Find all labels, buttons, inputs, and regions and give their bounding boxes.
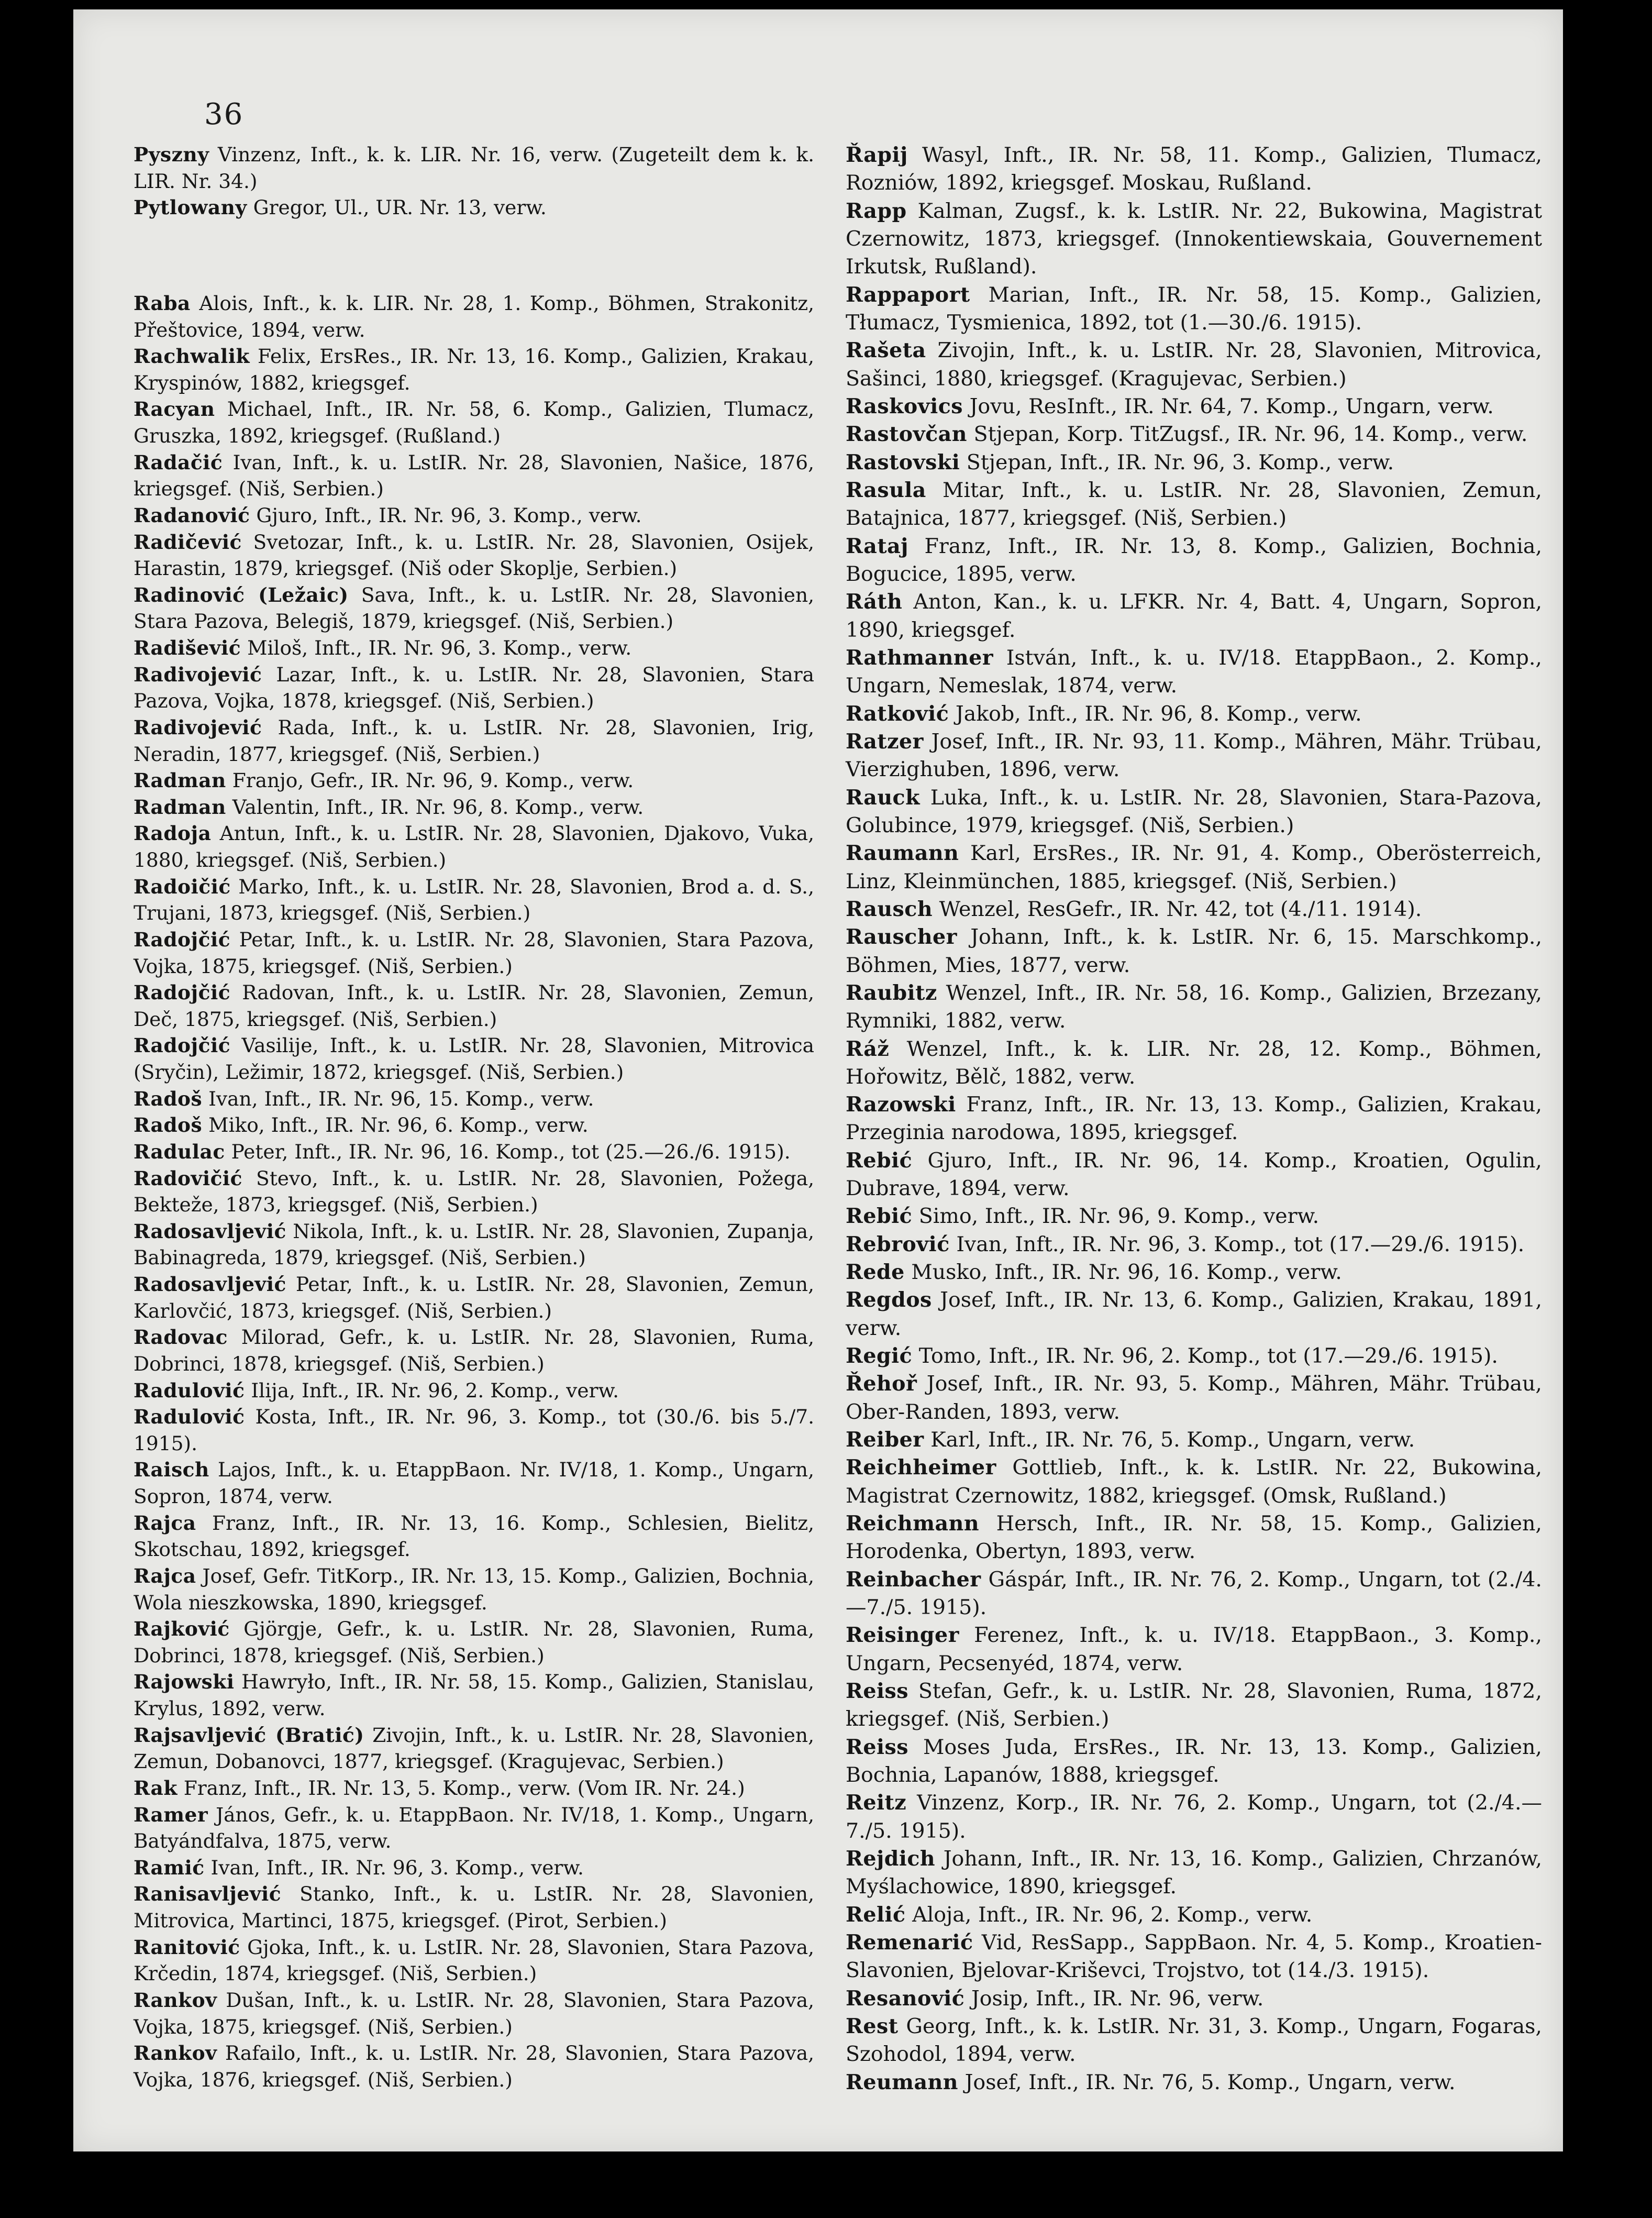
entry-surname: Ranisavljević [134,1882,282,1906]
register-entry [846,1147,1542,1203]
entry-surname: Reichheimer [846,1455,996,1480]
register-entry [846,393,1542,421]
entry-surname: Rajca [134,1511,196,1535]
entry-details: Johann, Inft., k. k. LstIR. Nr. 6, 15. Marschkomp., Böhmen, Mies, 1877, verw. [846,925,1542,977]
entry-details: Hersch, Inft., IR. Nr. 58, 15. Komp., Galizien, Horodenka, Obertyn, 1893, verw. [846,1511,1542,1564]
entry-details: Ivan, Inft., IR. Nr. 96, 15. Komp., verw. [208,1087,594,1110]
entry-surname: Radulac [134,1140,225,1163]
entry-surname: Řehoř [846,1372,917,1396]
register-entry [846,1734,1542,1790]
entry-surname: Radojčić [134,928,231,951]
register-entry [846,2069,1542,2096]
entry-details: Michael, Inft., IR. Nr. 58, 6. Komp., Galizien, Tlumacz, Gruszka, 1892, kriegsgef. (Rußland.) [134,398,815,447]
register-entry [846,533,1542,589]
register-entry [846,1510,1542,1566]
entry-details: Josef, Inft., IR. Nr. 93, 11. Komp., Mähren, Mähr. Trübau, Vierzighuben, 1896, verw. [846,729,1542,782]
entry-surname: Rak [134,1776,178,1800]
register-entry [134,502,814,529]
entry-surname: Ramer [134,1803,208,1826]
entry-surname: Pyszny [134,143,209,166]
entry-details: Mitar, Inft., k. u. LstIR. Nr. 28, Slavonien, Zemun, Batajnica, 1877, kriegsgef. (Niš, Serbien.) [846,478,1542,531]
entry-details: Jakob, Inft., IR. Nr. 96, 8. Komp., verw. [955,701,1362,726]
entry-surname: Radoš [134,1113,203,1137]
entry-surname: Rathmanner [846,645,994,670]
entry-surname: Rapp [846,198,907,223]
entry-details: Rafailo, Inft., k. u. LstIR. Nr. 28, Slavonien, Stara Pazova, Vojka, 1876, kriegsgef. (Niš, Serbien.) [134,2042,814,2091]
entry-surname: Razowski [846,1093,956,1117]
entry-details: Miloš, Inft., IR. Nr. 96, 3. Komp., verw. [247,636,632,659]
entry-surname: Rebić [846,1148,913,1173]
entry-details: Josef, Gefr. TitKorp., IR. Nr. 13, 15. Komp., Galizien, Bochnia, Wola nieszkowska, 1890, kriegsgef. [134,1564,814,1614]
register-entry [134,1510,814,1563]
entry-surname: Rede [846,1260,905,1285]
register-entry [134,926,814,979]
entry-details: Josef, Inft., IR. Nr. 13, 6. Komp., Galizien, Krakau, 1891, verw. [846,1288,1542,1340]
register-entry [134,529,814,582]
entry-surname: Radivojević [134,663,262,686]
entry-details: Lazar, Inft., k. u. LstIR. Nr. 28, Slavonien, Stara Pazova, Vojka, 1878, kriegsgef. (Niš, Serbien.) [134,663,815,713]
entry-details: Wenzel, Inft., IR. Nr. 58, 16. Komp., Galizien, Brzezany, Rymniki, 1882, verw. [846,980,1542,1033]
entry-surname: Rataj [846,534,908,558]
entry-surname: Rankov [134,2042,217,2065]
register-entry [134,1563,814,1616]
entry-details: Karl, ErsRes., IR. Nr. 91, 4. Komp., Oberösterreich, Linz, Kleinmünchen, 1885, kriegsgef. (Niš, Serbien.) [846,841,1542,893]
register-entry [134,1722,814,1775]
entry-details: Ilija, Inft., IR. Nr. 96, 2. Komp., verw. [251,1378,619,1402]
entry-details: Felix, ErsRes., IR. Nr. 13, 16. Komp., Galizien, Krakau, Kryspinów, 1882, kriegsgef. [134,345,815,394]
entry-surname: Radovac [134,1326,228,1349]
entry-surname: Rauck [846,785,920,810]
entry-details: Franz, Inft., IR. Nr. 13, 5. Komp., verw. (Vom IR. Nr. 24.) [183,1776,745,1800]
entry-surname: Reinbacher [846,1567,981,1592]
left-column [134,141,814,2093]
register-entry [134,1616,814,1669]
entry-surname: Řapij [846,143,908,167]
register-entry [134,343,814,396]
register-entry [134,979,814,1032]
register-entry [134,1934,814,1987]
register-entry [134,1775,814,1802]
register-entry [846,1454,1542,1510]
register-entry [846,1845,1542,1901]
register-entry [846,141,1542,197]
entry-details: Karl, Inft., IR. Nr. 76, 5. Komp., Ungarn, verw. [930,1428,1415,1452]
entry-details: Franz, Inft., IR. Nr. 13, 8. Komp., Galizien, Bochnia, Bogucice, 1895, verw. [846,534,1542,586]
entry-surname: Radivojević [134,715,262,739]
entry-surname: Radičević [134,530,242,554]
entry-details: Stjepan, Inft., IR. Nr. 96, 3. Komp., verw. [966,450,1394,475]
entry-details: Vinzenz, Inft., k. k. LIR. Nr. 16, verw. (Zugeteilt dem k. k. LIR. Nr. 34.) [134,143,814,193]
entry-surname: Relić [846,1902,906,1927]
entry-surname: Regdos [846,1288,932,1312]
entry-surname: Radinović (Ležaic) [134,583,349,606]
register-entry [846,644,1542,700]
entry-surname: Raskovics [846,394,963,418]
register-entry [846,1202,1542,1230]
entry-surname: Ratzer [846,729,924,754]
entry-details: Simo, Inft., IR. Nr. 96, 9. Komp., verw. [918,1204,1320,1229]
entry-surname: Racyan [134,398,215,421]
register-entry [846,784,1542,840]
register-entry [846,2013,1542,2069]
register-entry [846,449,1542,477]
entry-details: Vid, ResSapp., SappBaon. Nr. 4, 5. Komp., Kroatien-Slavonien, Bjelovar-Kriševci, Trojstvo, tot (14./3. 1915). [846,1930,1543,1983]
register-entry [134,794,814,821]
entry-surname: Reisinger [846,1623,959,1648]
entry-surname: Ranitović [134,1935,240,1959]
register-entry [846,1985,1542,2013]
register-entry [846,1901,1542,1929]
register-entry [846,979,1542,1035]
register-entry [134,1032,814,1085]
entry-surname: Radojčić [134,1034,231,1057]
register-entry [846,1621,1542,1678]
entry-details: Johann, Inft., IR. Nr. 13, 16. Komp., Galizien, Chrzanów, Myślachowice, 1890, kriegsgef. [846,1847,1542,1899]
register-entry [134,820,814,873]
register-entry [134,1669,814,1722]
entry-surname: Radosavljević [134,1273,286,1296]
register-entry [134,2040,814,2093]
entry-details: Josef, Inft., IR. Nr. 76, 5. Komp., Ungarn, verw. [964,2070,1456,2094]
register-entry [134,635,814,661]
register-entry [134,396,814,449]
entry-details: Gjörgje, Gefr., k. u. LstIR. Nr. 28, Slavonien, Ruma, Dobrinci, 1878, kriegsgef. (Niš, Serbien.) [134,1617,814,1667]
register-entry [134,1112,814,1139]
entry-surname: Raubitz [846,980,937,1005]
entry-details: Rada, Inft., k. u. LstIR. Nr. 28, Slavonien, Irig, Neradin, 1877, kriegsgef. (Niš, Serbien.) [134,715,815,766]
entry-details: Sava, Inft., k. u. LstIR. Nr. 28, Slavonien, Stara Pazova, Belegiš, 1879, kriegsgef. (Niš, Serbien.) [134,583,815,633]
entry-details: Ivan, Inft., k. u. LstIR. Nr. 28, Slavonien, Našice, 1876, kriegsgef. (Niš, Serbien.) [134,450,814,501]
entry-details: Svetozar, Inft., k. u. LstIR. Nr. 28, Slavonien, Osijek, Harastin, 1879, kriegsgef. (Niš oder Skoplje, Serbien.) [134,530,815,580]
entry-details: Stefan, Gefr., k. u. LstIR. Nr. 28, Slavonien, Ruma, 1872, kriegsgef. (Niš, Serbien.) [846,1679,1542,1731]
entry-details: Radovan, Inft., k. u. LstIR. Nr. 28, Slavonien, Zemun, Deč, 1875, kriegsgef. (Niš, Serbien.) [134,981,814,1031]
entry-surname: Ráth [846,590,903,614]
entry-details: Dušan, Inft., k. u. LstIR. Nr. 28, Slavonien, Stara Pazova, Vojka, 1875, kriegsgef. (Niš, Serbien.) [134,1988,814,2038]
entry-surname: Radojčić [134,981,231,1005]
register-entry [134,194,814,221]
entry-details: Gjoka, Inft., k. u. LstIR. Nr. 28, Slavonien, Stara Pazova, Krčedin, 1874, kriegsgef. (Niš, Serbien.) [134,1935,814,1985]
entry-details: Alois, Inft., k. k. LIR. Nr. 28, 1. Komp., Böhmen, Strakonitz, Přeštovice, 1894, verw. [134,291,814,341]
register-entry [846,728,1542,784]
entry-surname: Raumann [846,841,959,866]
entry-surname: Rausch [846,897,933,921]
entry-surname: Rastovčan [846,422,967,447]
entry-details: Luka, Inft., k. u. LstIR. Nr. 28, Slavonien, Stara-Pazova, Golubince, 1979, kriegsgef. (Niš, Serbien.) [846,785,1542,837]
entry-surname: Reiss [846,1735,908,1759]
entry-details: Franz, Inft., IR. Nr. 13, 13. Komp., Galizien, Krakau, Przeginia narodowa, 1895, kriegsgef. [846,1093,1542,1145]
register-entry [134,874,814,926]
entry-surname: Radman [134,769,226,792]
register-entry [134,1324,814,1377]
register-entry [134,1855,814,1881]
entry-surname: Rašeta [846,338,926,363]
entry-details: Stevo, Inft., k. u. LstIR. Nr. 28, Slavonien, Požega, Bekteže, 1873, kriegsgef. (Niš, Serbien.) [134,1166,815,1217]
register-entry [846,1035,1542,1091]
register-entry [846,1286,1542,1342]
entry-details: Petar, Inft., k. u. LstIR. Nr. 28, Slavonien, Stara Pazova, Vojka, 1875, kriegsgef. (Niš, Serbien.) [134,928,814,978]
entry-surname: Radman [134,795,226,819]
entry-surname: Rebrović [846,1232,950,1256]
entry-surname: Rachwalik [134,345,250,368]
entry-surname: Resanović [846,1986,965,2011]
entry-details: Marian, Inft., IR. Nr. 58, 15. Komp., Galizien, Tłumacz, Tysmienica, 1892, tot (1.—30./6. 1915). [846,282,1543,335]
entry-details: Ivan, Inft., IR. Nr. 96, 3. Komp., verw. [210,1856,584,1879]
entry-details: Stanko, Inft., k. u. LstIR. Nr. 28, Slavonien, Mitrovica, Martinci, 1875, kriegsgef. (Pirot, Serbien.) [134,1882,815,1932]
entry-details: Stjepan, Korp. TitZugsf., IR. Nr. 96, 14. Komp., verw. [973,422,1528,447]
register-entry [846,1426,1542,1454]
entry-details: Gjuro, Inft., IR. Nr. 96, 14. Komp., Kroatien, Ogulin, Dubrave, 1894, verw. [846,1148,1542,1201]
entry-details: Hawryło, Inft., IR. Nr. 58, 15. Komp., Galizien, Stanislau, Krylus, 1892, verw. [134,1670,814,1720]
register-entry [134,141,814,194]
entry-details: Gregor, Ul., UR. Nr. 13, verw. [253,196,547,219]
entry-details: Jovu, ResInft., IR. Nr. 64, 7. Komp., Ungarn, verw. [969,394,1494,418]
register-entry [846,281,1542,337]
entry-details: Josef, Inft., IR. Nr. 93, 5. Komp., Mähren, Mähr. Trübau, Ober-Randen, 1893, verw. [846,1372,1542,1424]
section-gap [134,221,814,290]
entry-details: Vasilije, Inft., k. u. LstIR. Nr. 28, Slavonien, Mitrovica (Sryčin), Ležimir, 1872, kriegsgef. (Niš, Serbien.) [134,1034,814,1084]
entry-surname: Ramić [134,1856,205,1879]
register-entry [134,1802,814,1855]
entry-details: Milorad, Gefr., k. u. LstIR. Nr. 28, Slavonien, Ruma, Dobrinci, 1878, kriegsgef. (Niš, Serbien.) [134,1326,815,1375]
register-entry [134,1271,814,1324]
entry-details: Gjuro, Inft., IR. Nr. 96, 3. Komp., verw. [256,503,642,527]
entry-surname: Radoičić [134,875,231,898]
entry-surname: Rejdich [846,1847,936,1871]
entry-details: István, Inft., k. u. IV/18. EtappBaon., 2. Komp., Ungarn, Nemeslak, 1874, verw. [846,645,1542,698]
entry-details: Antun, Inft., k. u. LstIR. Nr. 28, Slavonien, Djakovo, Vuka, 1880, kriegsgef. (Niš, Serbien.) [134,822,815,871]
entry-surname: Rajsavljević (Bratić) [134,1723,364,1747]
register-entry [134,449,814,502]
entry-surname: Rest [846,2014,899,2038]
entry-surname: Ratković [846,701,949,726]
register-entry [846,1929,1542,1985]
register-entry [846,923,1542,979]
entry-surname: Radoja [134,822,212,845]
entry-details: Gottlieb, Inft., k. k. LstIR. Nr. 22, Bukowina, Magistrat Czernowitz, 1882, kriegsgef. (Omsk, Rußland.) [846,1455,1542,1508]
entry-surname: Ráž [846,1036,890,1061]
entry-details: Ferenez, Inft., k. u. IV/18. EtappBaon., 3. Komp., Ungarn, Pecsenyéd, 1874, verw. [846,1623,1542,1675]
entry-details: Zivojin, Inft., k. u. LstIR. Nr. 28, Slavonien, Zemun, Dobanovci, 1877, kriegsgef. (Kragujevac, Serbien.) [134,1723,815,1773]
entry-details: Anton, Kan., k. u. LFKR. Nr. 4, Batt. 4, Ungarn, Sopron, 1890, kriegsgef. [846,590,1543,642]
page-number: 36 [204,97,244,131]
entry-surname: Rajowski [134,1670,235,1694]
entry-details: Nikola, Inft., k. u. LstIR. Nr. 28, Slavonien, Zupanja, Babinagreda, 1879, kriegsgef. (Niš, Serbien.) [134,1219,815,1270]
entry-details: Tomo, Inft., IR. Nr. 96, 2. Komp., tot (17.—29./6. 1915). [918,1344,1498,1369]
entry-details: Musko, Inft., IR. Nr. 96, 16. Komp., verw. [911,1260,1342,1285]
register-entry [846,1678,1542,1734]
entry-details: Aloja, Inft., IR. Nr. 96, 2. Komp., verw. [912,1902,1313,1927]
register-entry [134,1377,814,1404]
register-entry [134,661,814,714]
entry-surname: Reichmann [846,1511,980,1536]
register-entry [846,1259,1542,1286]
entry-surname: Radišević [134,636,241,659]
entry-details: Kosta, Inft., IR. Nr. 96, 3. Komp., tot (30./6. bis 5./7. 1915). [134,1405,814,1455]
entry-surname: Rauscher [846,925,957,950]
entry-details: Lajos, Inft., k. u. EtappBaon. Nr. IV/18, 1. Komp., Ungarn, Sopron, 1874, verw. [134,1458,815,1508]
entry-details: Wasyl, Inft., IR. Nr. 58, 11. Komp., Galizien, Tlumacz, Rozniów, 1892, kriegsgef. Moskau, Rußland. [846,143,1542,195]
entry-details: Petar, Inft., k. u. LstIR. Nr. 28, Slavonien, Zemun, Karlovčić, 1873, kriegsgef. (Niš, Serbien.) [134,1273,815,1322]
register-entry [846,477,1542,533]
entry-surname: Remenarić [846,1930,973,1955]
register-entry [846,840,1542,896]
entry-surname: Radanović [134,503,250,527]
entry-details: Peter, Inft., IR. Nr. 96, 16. Komp., tot (25.—26./6. 1915). [231,1140,791,1163]
entry-surname: Radoš [134,1087,203,1110]
entry-surname: Radulović [134,1378,245,1402]
entry-details: Franjo, Gefr., IR. Nr. 96, 9. Komp., verw. [232,769,634,792]
register-entry [846,1370,1542,1426]
entry-details: Franz, Inft., IR. Nr. 13, 16. Komp., Schlesien, Bielitz, Skotschau, 1892, kriegsgef. [134,1511,815,1561]
entry-surname: Rajković [134,1617,230,1641]
register-entry [846,1789,1542,1845]
register-entry [846,700,1542,728]
entry-surname: Raisch [134,1458,209,1482]
register-entry [134,1881,814,1934]
entry-surname: Reiber [846,1428,924,1452]
register-entry [846,421,1542,448]
register-entry [134,1987,814,2040]
register-entry [134,1456,814,1509]
register-entry [134,1086,814,1112]
entry-surname: Rajca [134,1564,196,1587]
register-entry [134,1139,814,1165]
register-entry [846,896,1542,923]
entry-details: János, Gefr., k. u. EtappBaon. Nr. IV/18, 1. Komp., Ungarn, Batyándfalva, 1875, verw. [134,1803,815,1853]
register-entry [846,1091,1542,1147]
entry-details: Moses Juda, ErsRes., IR. Nr. 13, 13. Komp., Galizien, Bochnia, Lapanów, 1888, kriegsgef. [846,1735,1542,1787]
register-entry [134,582,814,635]
entry-surname: Rankov [134,1988,217,2012]
entry-surname: Regić [846,1344,913,1369]
entry-surname: Reumann [846,2070,959,2094]
register-entry [134,1404,814,1456]
entry-details: Marko, Inft., k. u. LstIR. Nr. 28, Slavonien, Brod a. d. S., Trujani, 1873, kriegsgef. (Niš, Serbien.) [134,875,814,925]
register-entry [134,290,814,343]
entry-details: Josip, Inft., IR. Nr. 96, verw. [971,1986,1264,2011]
register-entry [134,714,814,767]
register-entry [846,1231,1542,1259]
register-entry [846,197,1542,281]
register-entry [134,1165,814,1218]
register-entry [134,1218,814,1271]
entry-surname: Radačić [134,450,223,474]
entry-details: Vinzenz, Korp., IR. Nr. 76, 2. Komp., Ungarn, tot (2./4.—7./5. 1915). [846,1791,1542,1843]
entry-surname: Radosavljević [134,1219,286,1243]
entry-details: Kalman, Zugsf., k. k. LstIR. Nr. 22, Bukowina, Magistrat Czernowitz, 1873, kriegsgef. (Innokentiewskaia, Gouvernement Irkutsk, Rußland). [846,198,1542,279]
entry-surname: Radovičić [134,1166,243,1190]
register-entry [846,1342,1542,1370]
entry-details: Wenzel, Inft., k. k. LIR. Nr. 28, 12. Komp., Böhmen, Hořowitz, Bělč, 1882, verw. [846,1036,1542,1089]
entry-details: Valentin, Inft., IR. Nr. 96, 8. Komp., verw. [232,795,644,819]
entry-surname: Reitz [846,1791,907,1815]
register-entry [846,588,1542,644]
entry-surname: Raba [134,291,191,315]
entry-details: Ivan, Inft., IR. Nr. 96, 3. Komp., tot (17.—29./6. 1915). [956,1232,1525,1256]
entry-surname: Radulović [134,1405,245,1429]
entry-details: Zivojin, Inft., k. u. LstIR. Nr. 28, Slavonien, Mitrovica, Sašinci, 1880, kriegsgef. (Kragujevac, Serbien.) [846,338,1542,391]
register-entry [846,337,1542,393]
entry-surname: Reiss [846,1679,908,1704]
entry-surname: Pytlowany [134,196,247,219]
entry-details: Georg, Inft., k. k. LstIR. Nr. 31, 3. Komp., Ungarn, Fogaras, Szohodol, 1894, verw. [846,2014,1542,2067]
register-entry [134,767,814,794]
entry-surname: Rappaport [846,282,970,307]
right-column [846,141,1542,2096]
entry-surname: Rebić [846,1204,913,1229]
register-entry [846,1566,1542,1622]
entry-surname: Rasula [846,478,926,502]
entry-surname: Rastovski [846,450,960,475]
entry-details: Miko, Inft., IR. Nr. 96, 6. Komp., verw. [208,1113,589,1137]
entry-details: Gáspár, Inft., IR. Nr. 76, 2. Komp., Ungarn, tot (2./4.—7./5. 1915). [846,1567,1542,1620]
entry-details: Wenzel, ResGefr., IR. Nr. 42, tot (4./11. 1914). [939,897,1422,921]
